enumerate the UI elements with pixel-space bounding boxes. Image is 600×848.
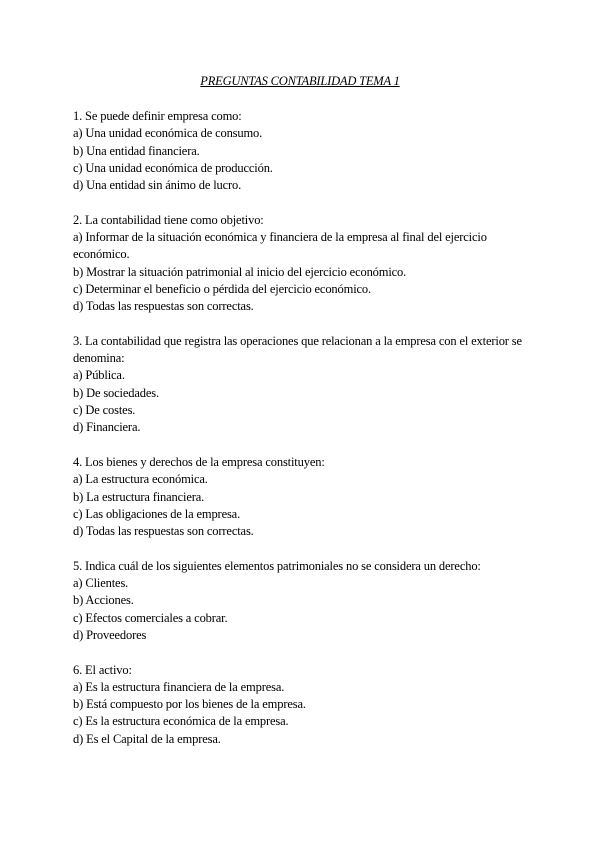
answer-option-a: a) Clientes. xyxy=(73,576,129,591)
answer-option-a: a) Una unidad económica de consumo. xyxy=(73,126,263,141)
answer-option-d: d) Todas las respuestas son correctas. xyxy=(73,299,254,314)
question-4 xyxy=(73,454,533,540)
answer-option-c: c) Efectos comerciales a cobrar. xyxy=(73,610,228,625)
answer-option-d: d) Todas las respuestas son correctas. xyxy=(73,524,254,539)
answer-option-a: a) La estructura económica. xyxy=(73,472,208,487)
question-6 xyxy=(73,662,533,748)
answer-option-c: c) De costes. xyxy=(73,403,136,418)
answer-option-d: d) Financiera. xyxy=(73,420,141,435)
answer-option-b: b) Acciones. xyxy=(73,593,134,608)
answer-option-b: b) De sociedades. xyxy=(73,385,159,400)
question-list xyxy=(73,108,533,765)
question-text: 5. Indica cuál de los siguientes elementos patrimoniales no se considera un derecho: xyxy=(73,558,481,573)
document-title: PREGUNTAS CONTABILIDAD TEMA 1 xyxy=(200,74,400,88)
answer-option-a: a) Es la estructura financiera de la empresa. xyxy=(73,679,285,694)
answer-option-c: c) Determinar el beneficio o pérdida del ejercicio económico. xyxy=(73,281,371,296)
question-text: 6. El activo: xyxy=(73,662,132,677)
answer-option-d: d) Una entidad sin ánimo de lucro. xyxy=(73,178,242,193)
answer-option-c: c) Es la estructura económica de la empresa. xyxy=(73,714,289,729)
answer-option-c: c) Una unidad económica de producción. xyxy=(73,160,273,175)
answer-option-a: a) Informar de la situación económica y financiera de la empresa al final del ejercicio económico. xyxy=(73,230,487,262)
answer-option-a: a) Pública. xyxy=(73,368,125,383)
answer-option-b: b) Mostrar la situación patrimonial al inicio del ejercicio económico. xyxy=(73,264,407,279)
question-text: 1. Se puede definir empresa como: xyxy=(73,109,242,123)
question-text: 4. Los bienes y derechos de la empresa constituyen: xyxy=(73,454,325,469)
question-3 xyxy=(73,333,533,437)
answer-option-b: b) Está compuesto por los bienes de la empresa. xyxy=(73,697,306,712)
question-text: 3. La contabilidad que registra las operaciones que relacionan a la empresa con el exterior se denomina: xyxy=(73,333,522,366)
answer-option-b: b) Una entidad financiera. xyxy=(73,143,200,158)
question-text: 2. La contabilidad tiene como objetivo: xyxy=(73,212,264,227)
answer-option-d: d) Proveedores xyxy=(73,627,147,642)
question-1 xyxy=(73,108,533,194)
answer-option-b: b) La estructura financiera. xyxy=(73,489,205,504)
question-5 xyxy=(73,558,533,644)
question-2 xyxy=(73,212,533,316)
answer-option-c: c) Las obligaciones de la empresa. xyxy=(73,506,241,521)
answer-option-d: d) Es el Capital de la empresa. xyxy=(73,731,221,746)
